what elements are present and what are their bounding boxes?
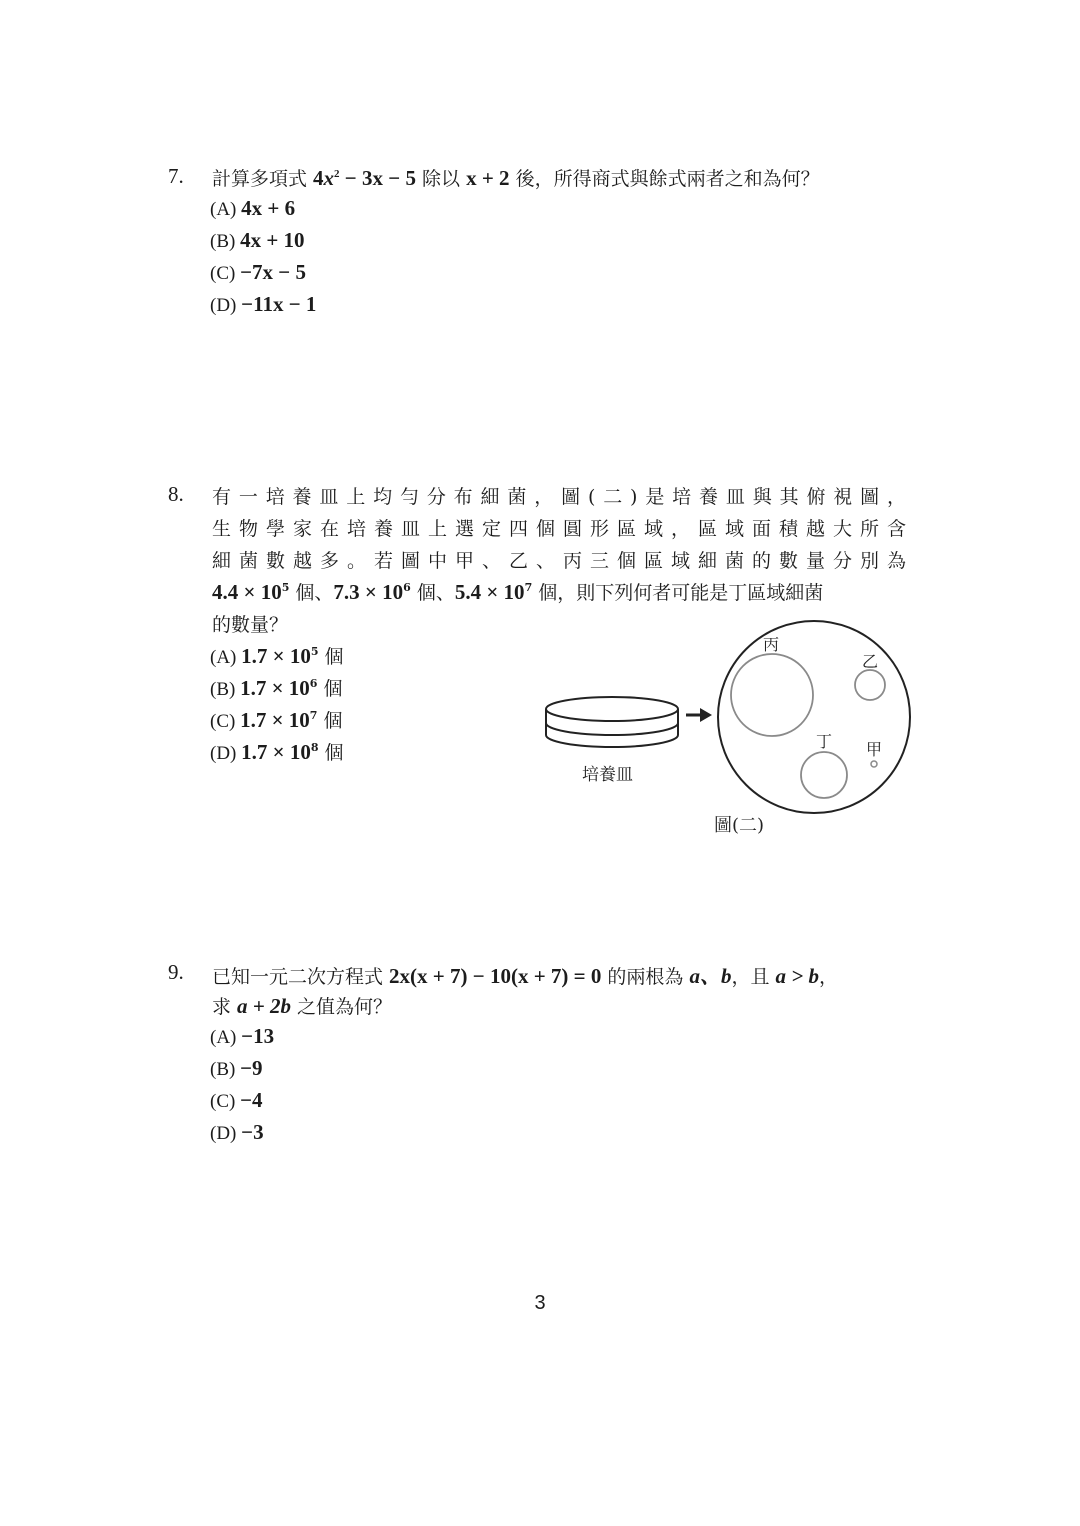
- figure-caption: 圖(二): [714, 815, 765, 836]
- region-jia: [871, 761, 877, 767]
- equation: 2x(x + 7) − 10(x + 7) = 0: [389, 964, 602, 988]
- question-number: 7.: [168, 164, 184, 188]
- label-jia: 甲: [866, 740, 883, 759]
- option-a: (A) $1.7 \times 10^5$ 個: [210, 644, 344, 668]
- option-b: (B) $1.7 \times 10^6$ 個: [210, 676, 343, 700]
- figure-2: [530, 615, 930, 845]
- stem-line-2: 求 a + 2b 之值為何？: [212, 994, 393, 1018]
- polynomial: $4x^2 - 3x - 5$: [313, 166, 416, 190]
- option-d: (D) −3: [210, 1120, 264, 1144]
- option-c: (C) −7x − 5: [210, 260, 307, 284]
- question-number: 9.: [168, 960, 184, 984]
- petri-dish: [546, 697, 678, 747]
- stem-line-2: 生物學家在培養皿上選定四個圓形區域，區域面積越大所含: [212, 518, 908, 540]
- region-bing: [731, 654, 813, 736]
- option-c: (C) $1.7 \times 10^7$ 個: [210, 708, 343, 732]
- stem-line-1: 有一培養皿上均勻分布細菌，圖(二)是培養皿與其俯視圖，: [212, 486, 908, 508]
- option-a: (A) 4x + 6: [210, 196, 296, 220]
- label-bing: 丙: [763, 635, 780, 654]
- option-d: (D) $1.7 \times 10^8$ 個: [210, 740, 344, 764]
- label-ding: 丁: [816, 732, 833, 751]
- stem-line-5: 的數量？: [212, 614, 289, 636]
- arrow-icon: [686, 708, 712, 722]
- option-a: (A) −13: [210, 1024, 275, 1048]
- question-number: 8.: [168, 482, 184, 506]
- region-yi: [855, 670, 885, 700]
- top-view-circle: [718, 621, 910, 813]
- option-d: (D) −11x − 1: [210, 292, 317, 316]
- stem-line-1: 已知一元二次方程式 2x(x + 7) − 10(x + 7) = 0 的兩根為 a、b，且 a > b，: [212, 964, 839, 988]
- question-stem: 計算多項式 $4x^2 - 3x - 5$ 除以 x + 2 後，所得商式與餘式兩者之和為何？: [212, 166, 820, 190]
- page-number: 3: [534, 1292, 546, 1314]
- option-c: (C) −4: [210, 1088, 263, 1112]
- dish-label: 培養皿: [582, 765, 633, 785]
- option-b: (B) 4x + 10: [210, 228, 305, 252]
- divisor: x + 2: [466, 166, 510, 190]
- stem-line-4: $4.4 \times 10^5$ 個、$7.3 \times 10^6$ 個、$5.4 \times 10^7$ 個，則下列何者可能是丁區域細菌: [212, 580, 824, 604]
- label-yi: 乙: [862, 652, 879, 671]
- option-b: (B) −9: [210, 1056, 263, 1080]
- stem-line-3: 細菌數越多。若圖中甲、乙、丙三個區域細菌的數量分別為: [212, 550, 908, 572]
- region-ding: [801, 752, 847, 798]
